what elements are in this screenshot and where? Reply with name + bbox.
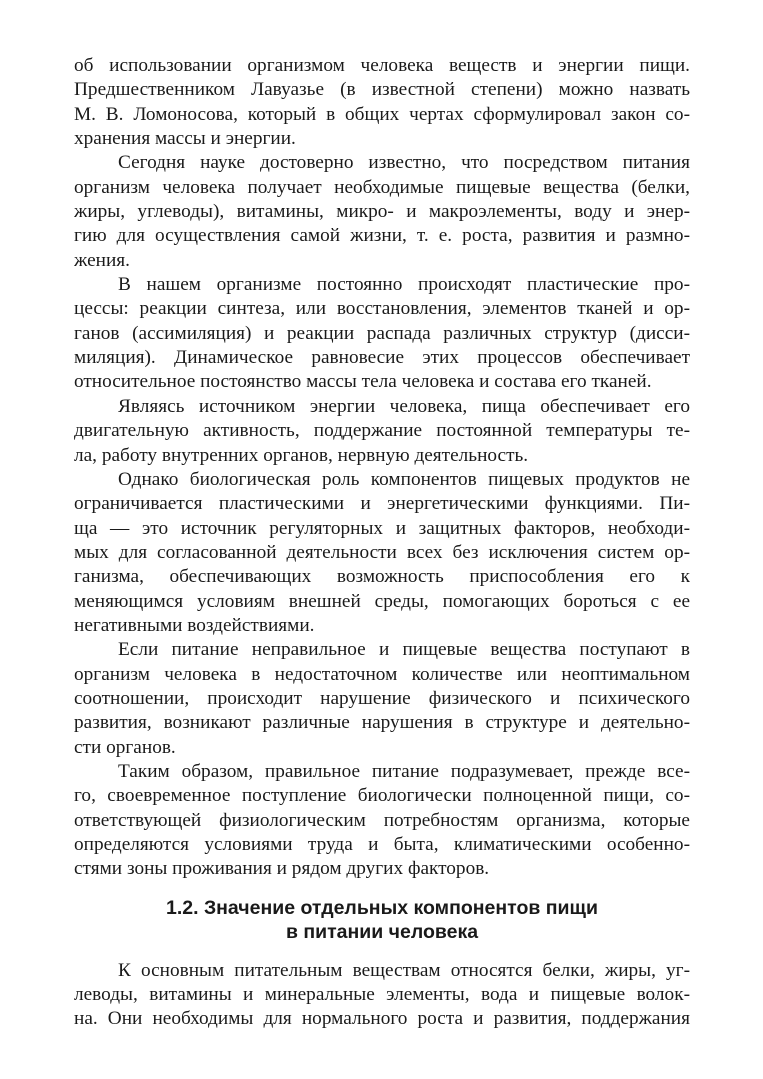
text-line: мых для согласованной деятельности всех без исключения систем ор-: [74, 541, 690, 563]
text-line: ганизма, обеспечивающих возможность приспособления его к: [74, 566, 690, 588]
paragraph-improper-nutrition: [74, 638, 690, 760]
text-line: М. В. Ломоносова, который в общих чертах сформулировал закон со-: [74, 103, 690, 125]
text-line: на. Они необходимы для нормального роста и развития, поддержания: [74, 1008, 690, 1030]
paragraph-basic-nutrients: [74, 959, 690, 1032]
text-line: жиры, углеводы), витамины, микро- и макроэлементы, воду и энер-: [74, 201, 690, 223]
text-line: негативными воздействиями.: [74, 614, 315, 636]
section-heading: [74, 896, 690, 945]
text-line: организм человека в недостаточном количестве или неоптимальном: [74, 663, 690, 685]
document-page: [74, 54, 690, 1032]
text-line: миляция). Динамическое равновесие этих процессов обеспечивает: [74, 347, 690, 369]
text-line: гию для осуществления самой жизни, т. е. роста, развития и размно-: [74, 225, 690, 247]
text-line: Однако биологическая роль компонентов пищевых продуктов не: [118, 468, 690, 490]
text-line: двигательную активность, поддержание постоянной температуры те-: [74, 420, 690, 442]
text-line: ла, работу внутренних органов, нервную деятельность.: [74, 444, 529, 466]
text-line: хранения массы и энергии.: [74, 128, 296, 150]
text-line: К основным питательным веществам относятся белки, жиры, уг-: [118, 959, 690, 981]
text-line: Если питание неправильное и пищевые вещества поступают в: [118, 639, 690, 661]
text-line: определяются условиями труда и быта, климатическими особенно-: [74, 834, 690, 855]
text-line: го, своевременное поступление биологически полноценной пищи, со-: [74, 785, 690, 807]
text-line: В нашем организме постоянно происходят пластические про-: [118, 274, 690, 296]
paragraph-nutrition-knowledge: [74, 151, 690, 273]
text-line: Сегодня науке достоверно известно, что посредством питания: [118, 152, 690, 174]
text-line: стями зоны проживания и рядом других факторов.: [74, 858, 490, 880]
text-line: Являясь источником энергии человека, пища обеспечивает его: [118, 395, 690, 417]
text-line: меняющимся условиям внешней среды, помогающих бороться с ее: [74, 590, 690, 612]
text-line: Предшественником Лавуазье (в известной степени) можно назвать: [74, 79, 690, 101]
paragraph-biological-role: [74, 468, 690, 638]
text-line: сти органов.: [74, 736, 176, 758]
text-line: относительное постоянство массы тела человека и состава его тканей.: [74, 371, 652, 393]
text-line: ща — это источник регуляторных и защитных факторов, необходи-: [74, 517, 690, 539]
text-line: цессы: реакции синтеза, или восстановления, элементов тканей и ор-: [74, 298, 690, 320]
paragraph-plastic-processes: [74, 273, 690, 395]
text-line: организм человека получает необходимые пищевые вещества (белки,: [74, 176, 690, 198]
text-line: развития, возникают различные нарушения в структуре и деятельно-: [74, 712, 690, 734]
text-line: Таким образом, правильное питание подразумевает, прежде все-: [118, 760, 690, 782]
paragraph-energy-source: [74, 395, 690, 468]
section-heading-line: в питании человека: [285, 921, 479, 944]
section-heading-line: 1.2. Значение отдельных компонентов пищи: [166, 896, 598, 919]
text-line: соотношении, происходит нарушение физического и психического: [74, 687, 690, 709]
text-line: ограничивается пластическими и энергетическими функциями. Пи-: [74, 493, 690, 515]
text-line: ганов (ассимиляция) и реакции распада различных структур (дисси-: [74, 322, 690, 344]
text-line: ответствующей физиологическим потребностям организма, которые: [74, 809, 690, 831]
text-line: об использовании организмом человека веществ и энергии пищи.: [74, 55, 690, 76]
paragraph-intro-continuation: [74, 54, 690, 151]
paragraph-proper-nutrition: [74, 760, 690, 882]
text-line: жения.: [74, 249, 130, 271]
text-line: леводы, витамины и минеральные элементы, вода и пищевые волок-: [74, 984, 690, 1006]
